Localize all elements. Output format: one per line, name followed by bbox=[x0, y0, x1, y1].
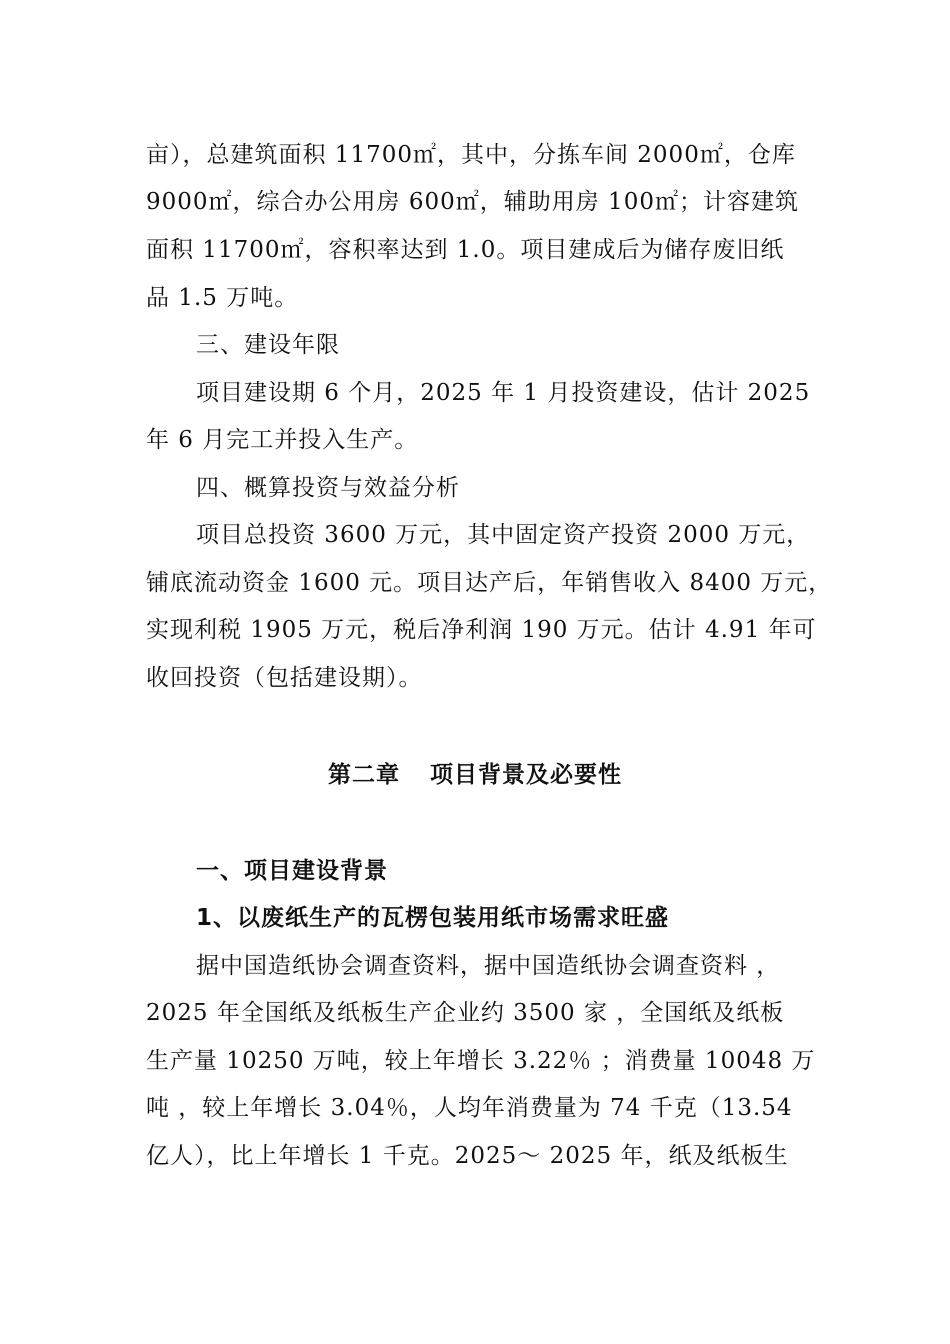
paragraph-line: 生产量 10250 万吨，较上年增长 3.22％ ；消费量 10048 万 bbox=[146, 1048, 816, 1074]
chapter-number: 第二章 bbox=[328, 762, 400, 788]
paragraph-line: 面积 11700㎡，容积率达到 1.0。项目建成后为储存废旧纸 bbox=[146, 237, 785, 263]
section-heading-investment: 四、概算投资与效益分析 bbox=[196, 475, 460, 501]
paragraph-line: 项目总投资 3600 万元，其中固定资产投资 2000 万元， bbox=[196, 522, 811, 548]
paragraph-line: 2025 年全国纸及纸板生产企业约 3500 家 ，全国纸及纸板 bbox=[146, 1000, 785, 1026]
paragraph-line: 据中国造纸协会调查资料，据中国造纸协会调查资料 ， bbox=[196, 953, 781, 979]
paragraph-line: 实现利税 1905 万元，税后净利润 190 万元。估计 4.91 年可 bbox=[146, 617, 817, 643]
paragraph-line: 吨 ，较上年增长 3.04％，人均年消费量为 74 千克（13.54 bbox=[146, 1095, 793, 1121]
section-heading-construction-period: 三、建设年限 bbox=[196, 332, 340, 358]
chapter-name: 项目背景及必要性 bbox=[430, 762, 622, 788]
paragraph-line: 品 1.5 万吨。 bbox=[146, 285, 299, 311]
paragraph-line: 项目建设期 6 个月，2025 年 1 月投资建设，估计 2025 bbox=[196, 380, 811, 406]
paragraph-line: 收回投资（包括建设期）。 bbox=[146, 665, 423, 691]
paragraph-line: 9000㎡，综合办公用房 600㎡，辅助用房 100㎡；计容建筑 bbox=[146, 189, 799, 215]
paragraph-line: 亩），总建筑面积 11700㎡，其中，分拣车间 2000㎡，仓库 bbox=[146, 142, 796, 168]
section-heading: 一、项目建设背景 bbox=[196, 858, 388, 884]
paragraph-line: 年 6 月完工并投入生产。 bbox=[146, 427, 419, 453]
subsection-heading: 1、以废纸生产的瓦楞包装用纸市场需求旺盛 bbox=[196, 905, 670, 931]
paragraph-line: 亿人），比上年增长 1 千克。2025～ 2025 年，纸及纸板生 bbox=[146, 1143, 789, 1169]
paragraph-line: 铺底流动资金 1600 元。项目达产后，年销售收入 8400 万元， bbox=[146, 570, 833, 596]
chapter-title bbox=[0, 760, 950, 790]
